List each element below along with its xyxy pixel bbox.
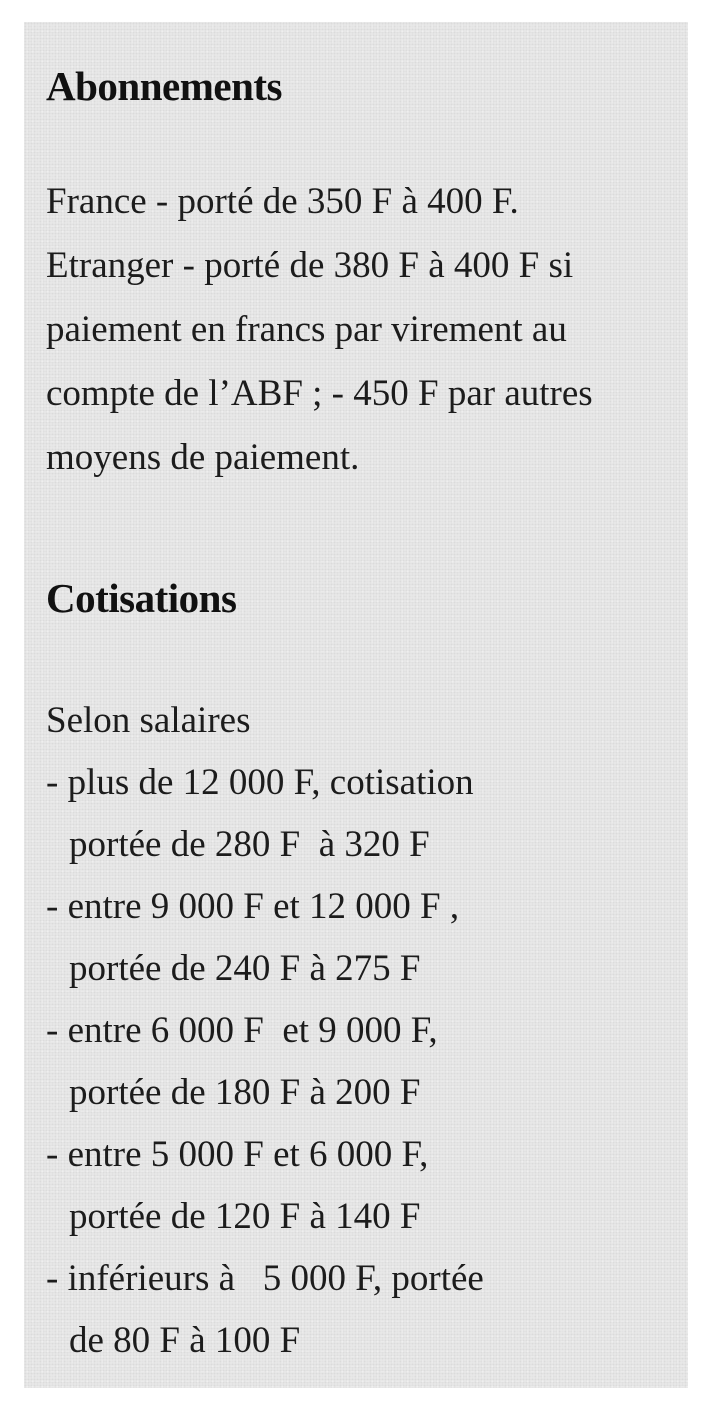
cotisations-intro: Selon salaires <box>46 700 251 741</box>
cotisations-heading: Cotisations <box>46 575 237 621</box>
abonnements-heading: Abonnements <box>46 63 282 109</box>
abonnements-paragraph <box>46 170 593 490</box>
cotisations-list <box>46 690 484 1372</box>
bracket-line: - entre 9 000 F et 12 000 F , <box>46 886 460 927</box>
abonnements-line: paiement en francs par virement au <box>46 309 567 350</box>
abonnements-line: moyens de paiement. <box>46 437 360 478</box>
bracket-amount-line: portée de 180 F à 200 F <box>69 1072 421 1113</box>
bracket-line: - entre 5 000 F et 6 000 F, <box>46 1134 429 1175</box>
bracket-line: - entre 6 000 F et 9 000 F, <box>46 1010 438 1051</box>
bracket-amount-line: portée de 240 F à 275 F <box>69 948 421 989</box>
bracket-amount-line: portée de 280 F à 320 F <box>69 824 430 865</box>
bracket-amount-line: portée de 120 F à 140 F <box>69 1196 421 1237</box>
notice-panel <box>24 22 688 1388</box>
bracket-line: - plus de 12 000 F, cotisation <box>46 762 474 803</box>
bracket-line: - inférieurs à 5 000 F, portée <box>46 1258 484 1299</box>
abonnements-line: France - porté de 350 F à 400 F. <box>46 181 519 222</box>
bracket-amount-line: de 80 F à 100 F <box>69 1320 301 1361</box>
abonnements-line: Etranger - porté de 380 F à 400 F si <box>46 245 574 286</box>
abonnements-line: compte de l’ABF ; - 450 F par autres <box>46 373 593 414</box>
